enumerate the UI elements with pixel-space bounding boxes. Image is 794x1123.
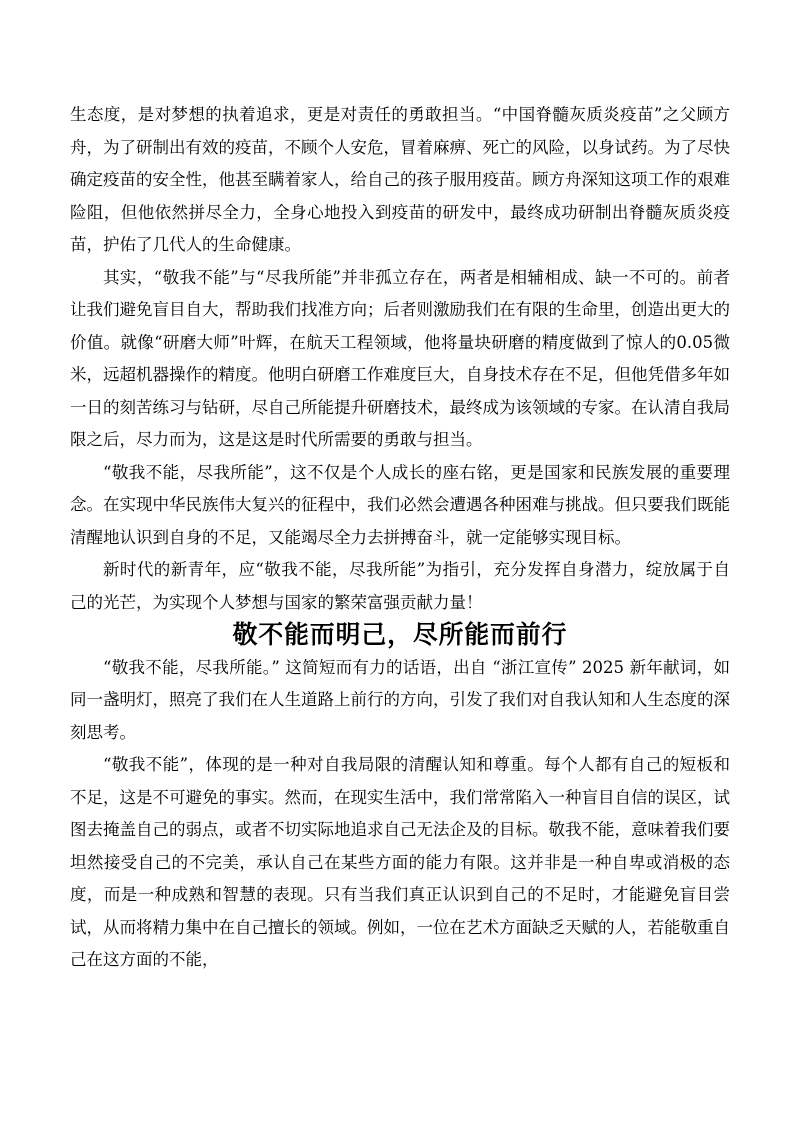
essay-title: 敬不能而明己，尽所能而前行 bbox=[232, 620, 568, 649]
paragraph-youth-call: 新时代的新青年，应“敬我不能，尽我所能”为指引，充分发挥自身潜力，绽放属于自己的光芒，为实现个人梦想与国家的繁荣富强贡献力量！ bbox=[70, 560, 730, 612]
paragraph-national-motto: “敬我不能，尽我所能”，这不仅是个人成长的座右铭，更是国家和民族发展的重要理念。在实现中华民族伟大复兴的征程中，我们必然会遭遇各种困难与挑战。但只要我们既能清醒地认识到自身的不足，又能竭尽全力去拼搏奋斗，就一定能够实现目标。 bbox=[70, 462, 730, 547]
paragraph-continuation: 生态度，是对梦想的执着追求，更是对责任的勇敢担当。“中国脊髓灰质炎疫苗”之父顾方舟，为了研制出有效的疫苗，不顾个人安危，冒着麻痹、死亡的风险，以身试药。为了尽快确定疫苗的安全性，他甚至瞒着家人，给自己的孩子服用疫苗。顾方舟深知这项工作的艰难险阻，但他依然拼尽全力，全身心地投入到疫苗的研发中，最终成功研制出脊髓灰质炎疫苗，护佑了几代人的生命健康。 bbox=[70, 105, 730, 254]
paragraph-respect-limits: “敬我不能”，体现的是一种对自我局限的清醒认知和尊重。每个人都有自己的短板和不足，这是不可避免的事实。然而，在现实生活中，我们常常陷入一种盲目自信的误区，试图去掩盖自己的弱点，或者不切实际地追求自己无法企及的目标。敬我不能，意味着我们要坦然接受自己的不完美，承认自己在某些方面的能力有限。这并非是一种自卑或消极的态度，而是一种成熟和智慧的表现。只有当我们真正认识到自己的不足时，才能避免盲目尝试，从而将精力集中在自己擅长的领域。例如，一位在艺术方面缺乏天赋的人，若能敬重自己在这方面的不能， bbox=[70, 755, 730, 969]
document-page bbox=[70, 99, 730, 977]
paragraph-complementary: 其实，“敬我不能”与“尽我所能”并非孤立存在，两者是相辅相成、缺一不可的。前者让我们避免盲目自大，帮助我们找准方向；后者则激励我们在有限的生命里，创造出更大的价值。就像“研磨大师”叶辉，在航天工程领域，他将量块研磨的精度做到了惊人的0.05微米，远超机器操作的精度。他明白研磨工作难度巨大，自身技术存在不足，但他凭借多年如一日的刻苦练习与钻研，尽自己所能提升研磨技术，最终成为该领域的专家。在认清自我局限之后，尽力而为，这是这是时代所需要的勇敢与担当。 bbox=[70, 267, 730, 449]
paragraph-intro: “敬我不能，尽我所能。” 这简短而有力的话语，出自 “浙江宣传” 2025 新年献词，如同一盏明灯，照亮了我们在人生道路上前行的方向，引发了我们对自我认知和人生态度的深刻思考。 bbox=[70, 657, 730, 742]
